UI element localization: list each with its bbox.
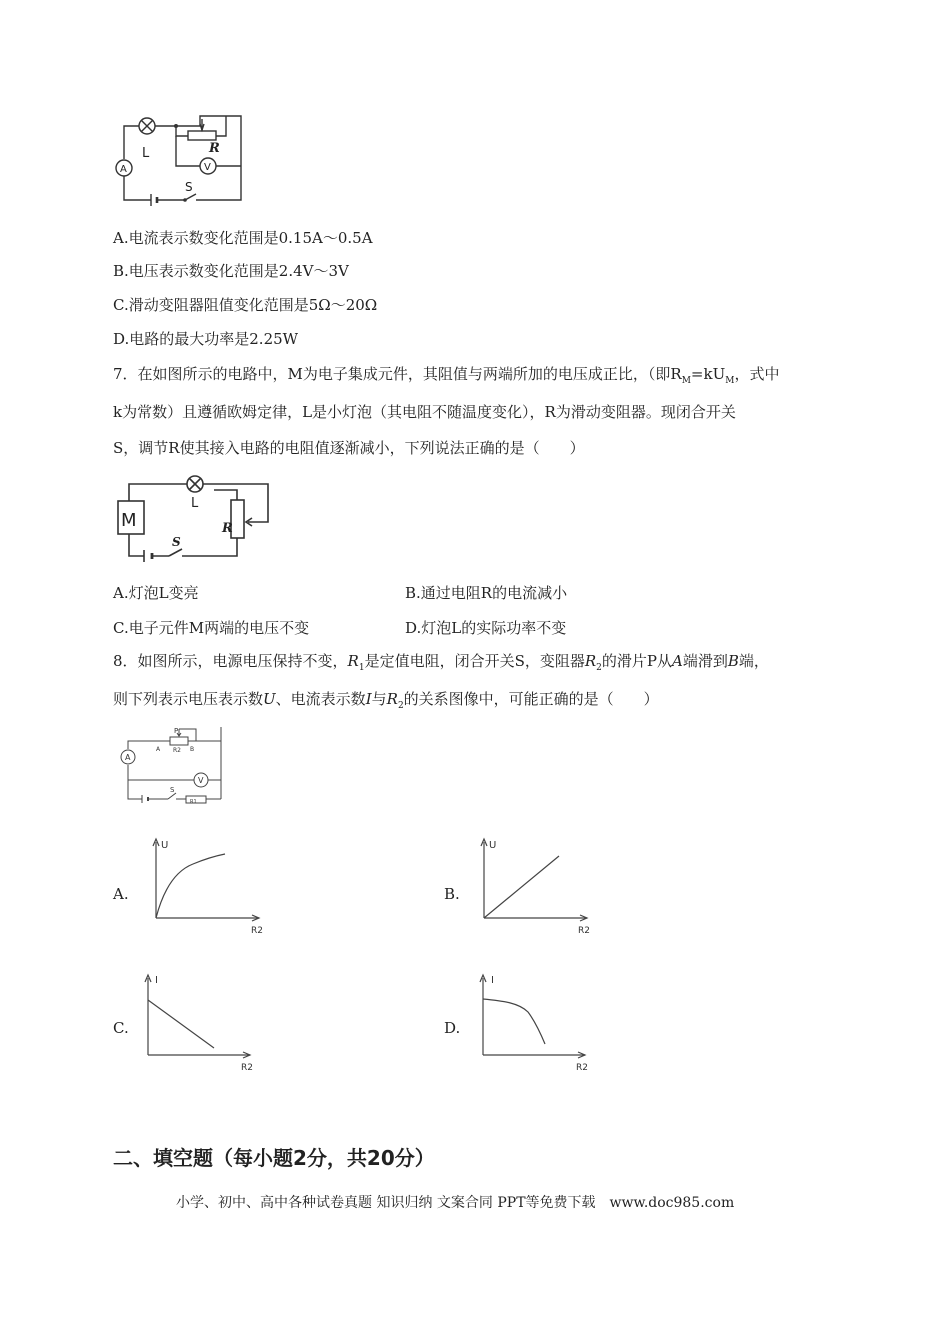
- svg-text:L: L: [191, 496, 199, 511]
- svg-text:M: M: [121, 510, 137, 531]
- q8-stem-line-2: 则下列表示电压表示数U、电流表示数I与$R_2$的关系图像中，可能正确的是（ ）: [113, 690, 659, 711]
- q7-option-b[interactable]: B.通过电阻R的电流减小: [405, 584, 568, 602]
- q8-circuit-diagram: [118, 725, 224, 803]
- svg-text:A: A: [120, 164, 127, 175]
- svg-text:S: S: [185, 180, 193, 194]
- svg-text:R: R: [209, 141, 220, 156]
- q8-graph-c: [140, 970, 265, 1074]
- q6-option-c[interactable]: C.滑动变阻器阻值变化范围是5Ω～20Ω: [113, 296, 378, 314]
- svg-text:R2: R2: [241, 1063, 253, 1073]
- q7-stem-line-3: S，调节R使其接入电路的电阻值逐渐减小，下列说法正确的是（ ）: [113, 439, 585, 457]
- q7-circuit-diagram: [114, 476, 270, 562]
- rheostat-symbol: [170, 737, 188, 745]
- svg-text:R: R: [222, 521, 233, 536]
- q8-option-c-label[interactable]: C.: [113, 1019, 129, 1037]
- q8-stem-line-1: 8．如图所示，电源电压保持不变，$R_1$是定值电阻，闭合开关S，变阻器$R_2$的滑片P从A端滑到B端，: [113, 652, 769, 673]
- svg-text:R1: R1: [190, 799, 197, 805]
- q6-option-b[interactable]: B.电压表示数变化范围是2.4V～3V: [113, 262, 349, 280]
- svg-text:L: L: [142, 146, 150, 161]
- section-heading: 二、填空题（每小题2分，共20分）: [113, 1146, 435, 1170]
- svg-text:A: A: [156, 746, 161, 753]
- svg-text:I: I: [155, 975, 158, 986]
- page-footer: 小学、初中、高中各种试卷真题 知识归纳 文案合同 PPT等免费下载 www.doc985.com: [176, 1195, 735, 1211]
- svg-text:A: A: [125, 753, 131, 762]
- svg-text:U: U: [489, 840, 497, 851]
- q8-option-d-label[interactable]: D.: [444, 1019, 461, 1037]
- q8-option-a-label[interactable]: A.: [113, 885, 129, 903]
- q7-option-a[interactable]: A.灯泡L变亮: [113, 584, 199, 602]
- q7-option-d[interactable]: D.灯泡L的实际功率不变: [405, 619, 567, 637]
- curve: [148, 1000, 214, 1048]
- svg-text:R2: R2: [173, 747, 181, 754]
- rheostat-symbol: [188, 131, 216, 140]
- curve: [156, 854, 225, 918]
- svg-text:S: S: [170, 786, 175, 794]
- q7-option-c[interactable]: C.电子元件M两端的电压不变: [113, 619, 310, 637]
- svg-text:S: S: [172, 535, 181, 549]
- svg-text:P: P: [174, 727, 179, 735]
- svg-text:R2: R2: [578, 926, 590, 936]
- q8-graph-d: [474, 970, 599, 1074]
- switch-symbol: [169, 549, 182, 556]
- q6-circuit-diagram: [112, 114, 247, 206]
- svg-text:R2: R2: [576, 1063, 588, 1073]
- q7-stem-line-2: k为常数）且遵循欧姆定律，L是小灯泡（其电阻不随温度变化），R为滑动变阻器。现闭合开关: [113, 403, 736, 421]
- curve: [484, 856, 559, 918]
- q8-graph-a: [145, 836, 270, 938]
- q7-stem-line-1: 7．在如图所示的电路中，M为电子集成元件，其阻值与两端所加的电压成正比，（即$R_M=kU_M$，式中: [113, 365, 780, 386]
- svg-text:R2: R2: [251, 926, 263, 936]
- switch-symbol: [185, 194, 196, 200]
- svg-text:V: V: [204, 162, 211, 173]
- svg-text:V: V: [198, 776, 204, 785]
- q8-option-b-label[interactable]: B.: [444, 885, 460, 903]
- q6-option-d[interactable]: D.电路的最大功率是2.25W: [113, 330, 299, 348]
- rheostat-symbol: [231, 500, 244, 538]
- svg-text:U: U: [161, 840, 169, 851]
- svg-text:I: I: [491, 975, 494, 986]
- q6-option-a[interactable]: A.电流表示数变化范围是0.15A～0.5A: [113, 229, 373, 247]
- curve: [483, 999, 545, 1044]
- q8-graph-b: [476, 836, 601, 938]
- svg-text:B: B: [190, 746, 195, 753]
